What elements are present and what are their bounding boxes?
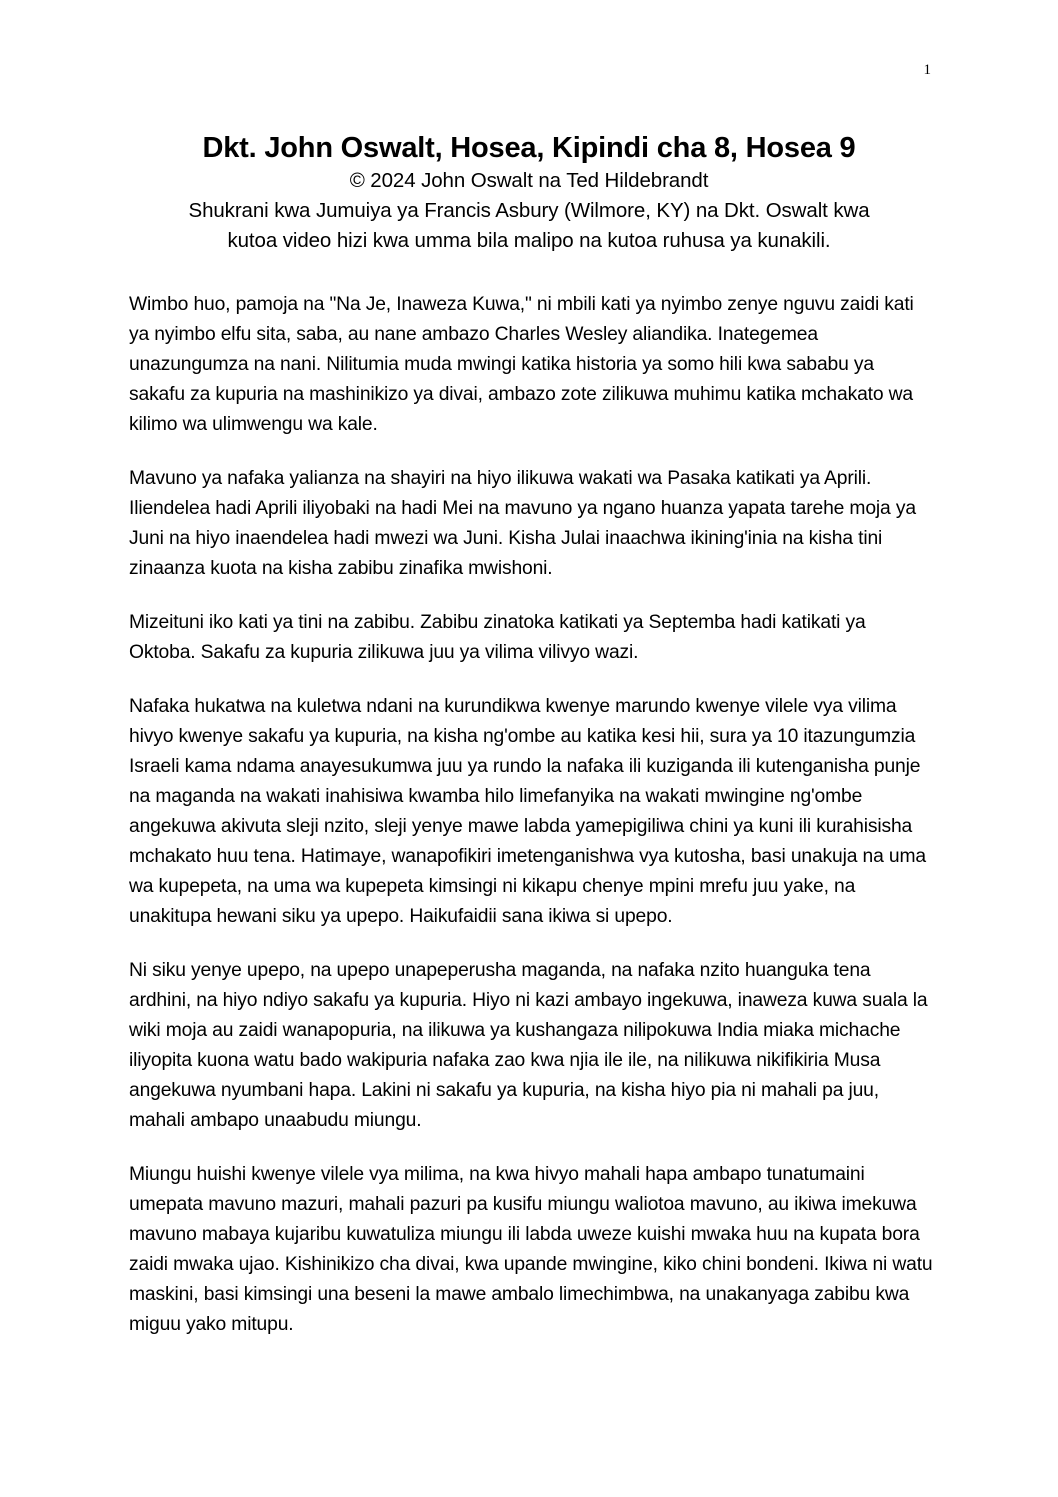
paragraph: Mizeituni iko kati ya tini na zabibu. Zabibu zinatoka katikati ya Septemba hadi katikati ya Oktoba. Sakafu za kupuria zilikuwa juu ya vilima vilivyo wazi.: [129, 612, 866, 663]
copyright-line: © 2024 John Oswalt na Ted Hildebrandt: [349, 169, 709, 192]
document-body: [129, 290, 934, 1364]
paragraph: Ni siku yenye upepo, na upepo unapeperusha maganda, na nafaka nzito huanguka tena ardhini, na hiyo ndiyo sakafu ya kupuria. Hiyo ni kazi ambayo ingekuwa, inaweza kuwa suala la wiki moja au zaidi wanapopuria, na ilikuwa ya kushangaza nilipokuwa India miaka michache iliyopita kuona watu bado wakipuria nafaka zao kwa njia ile ile, na nilikuwa nikifikiria Musa angekuwa nyumbani hapa. Lakini ni sakafu ya kupuria, na kisha hiyo pia ni mahali pa juu, mahali ambapo unaabudu miungu.: [129, 960, 928, 1131]
document-header: [100, 130, 958, 256]
page-number: 1: [923, 62, 931, 78]
document-title: Dkt. John Oswalt, Hosea, Kipindi cha 8, Hosea 9: [202, 132, 856, 164]
acknowledgement-line-2: kutoa video hizi kwa umma bila malipo na kutoa ruhusa ya kunakili.: [227, 229, 831, 252]
paragraph: Miungu huishi kwenye vilele vya milima, na kwa hivyo mahali hapa ambapo tunatumaini umepata mavuno mazuri, mahali pazuri pa kusifu miungu waliotoa mavuno, au ikiwa imekuwa mavuno mabaya kujaribu kuwatuliza miungu ili labda uweze kuishi mwaka huu na kupata bora zaidi mwaka ujao. Kishinikizo cha divai, kwa upande mwingine, kiko chini bondeni. Ikiwa ni watu maskini, basi kimsingi una beseni la mawe ambalo limechimbwa, na unakanyaga zabibu kwa miguu yako mitupu.: [129, 1164, 933, 1335]
paragraph: Mavuno ya nafaka yalianza na shayiri na hiyo ilikuwa wakati wa Pasaka katikati ya Aprili. Iliendelea hadi Aprili iliyobaki na hadi Mei na mavuno ya ngano huanza yapata tarehe moja ya Juni na hiyo inaendelea hadi mwezi wa Juni. Kisha Julai inaachwa ikining'inia na kisha tini zinaanza kuota na kisha zabibu zinafika mwishoni.: [129, 468, 916, 579]
paragraph: Wimbo huo, pamoja na "Na Je, Inaweza Kuwa," ni mbili kati ya nyimbo zenye nguvu zaidi kati ya nyimbo elfu sita, saba, au nane ambazo Charles Wesley aliandika. Inategemea unazungumza na nani. Nilitumia muda mwingi katika historia ya somo hili kwa sababu ya sakafu za kupuria na mashinikizo ya divai, ambazo zote zilikuwa muhimu katika mchakato wa kilimo wa ulimwengu wa kale.: [129, 294, 914, 435]
paragraph: Nafaka hukatwa na kuletwa ndani na kurundikwa kwenye marundo kwenye vilele vya vilima hivyo kwenye sakafu ya kupuria, na kisha ng'ombe au katika kesi hii, sura ya 10 itazungumzia Israeli kama ndama anayesukumwa juu ya rundo la nafaka ili kuziganda ili kutenganisha punje na maganda na wakati inahisiwa kwamba hilo limefanyika na wakati mwingine ng'ombe angekuwa akivuta sleji nzito, sleji yenye mawe labda yamepigiliwa chini ya kuni ili kurahisisha mchakato huu tena. Hatimaye, wanapofikiri imetenganishwa vya kutosha, basi unakuja na uma wa kupepeta, na uma wa kupepeta kimsingi ni kikapu chenye mpini mrefu juu yake, na unakitupa hewani siku ya upepo. Haikufaidii sana ikiwa si upepo.: [129, 696, 926, 927]
acknowledgement-line-1: Shukrani kwa Jumuiya ya Francis Asbury (Wilmore, KY) na Dkt. Oswalt kwa: [188, 199, 870, 222]
